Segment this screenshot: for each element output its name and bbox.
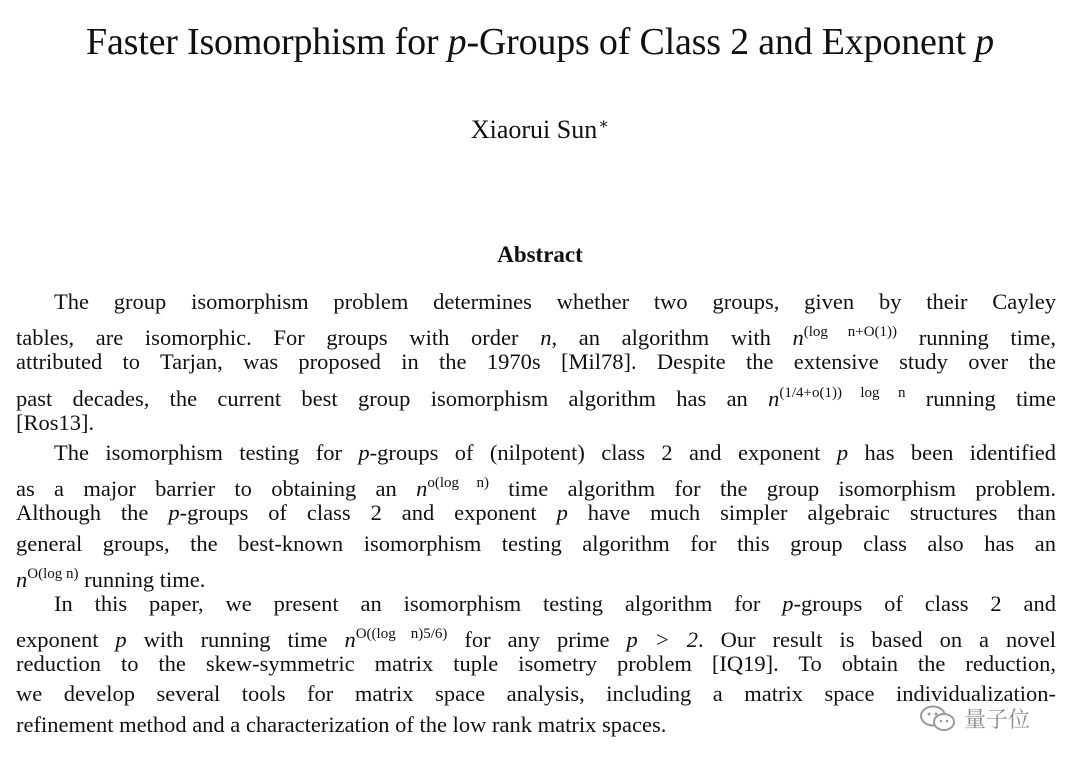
abstract-heading: Abstract bbox=[497, 242, 583, 267]
text: tables, are isomorphic. For groups with order bbox=[16, 325, 541, 351]
math-n: n bbox=[16, 566, 28, 592]
math-n: n bbox=[540, 325, 552, 351]
abstract-line bbox=[16, 529, 1056, 559]
abstract-line bbox=[16, 287, 1056, 317]
title-math-p: p bbox=[975, 21, 994, 63]
math-p: p bbox=[782, 590, 794, 616]
wechat-icon bbox=[918, 703, 958, 733]
abstract-line bbox=[16, 468, 1056, 502]
text: attributed to Tarjan, was proposed in the 1970s [Mil78]. Despite the extensive study over the bbox=[16, 349, 1056, 375]
math-exponent: o(log n) bbox=[427, 475, 489, 492]
math-n: n bbox=[416, 476, 428, 502]
text: exponent bbox=[16, 627, 116, 653]
text: past decades, the current best group isomorphism algorithm has an bbox=[16, 385, 769, 411]
abstract-line bbox=[16, 438, 1056, 468]
text: have much simpler algebraic structures than bbox=[567, 500, 1056, 526]
author-name: Xiaorui Sun bbox=[470, 115, 598, 144]
text: The isomorphism testing for bbox=[54, 439, 359, 465]
text: In this paper, we present an isomorphism testing algorithm for bbox=[54, 590, 783, 616]
text: for any prime bbox=[447, 627, 627, 653]
text: running time bbox=[905, 385, 1057, 411]
math-p: p bbox=[556, 500, 568, 526]
text: Although the bbox=[16, 500, 169, 526]
math-n: n bbox=[768, 385, 780, 411]
abstract-line bbox=[16, 498, 1056, 528]
abstract-line bbox=[16, 378, 1057, 411]
title-text: -Groups of Class 2 and Exponent bbox=[466, 21, 976, 63]
text: as a major barrier to obtaining an bbox=[16, 476, 417, 502]
text: time algorithm for the group isomorphism problem. bbox=[488, 476, 1056, 502]
text: . Our result is based on a novel bbox=[698, 627, 1056, 653]
title-math-p: p bbox=[447, 21, 467, 63]
math-n: n bbox=[792, 325, 804, 351]
author-footnote-mark: ∗ bbox=[598, 116, 610, 133]
math-exponent: O((log n)5/6) bbox=[355, 626, 448, 643]
watermark bbox=[918, 700, 1030, 736]
text: The group isomorphism problem determines whether two groups, given by their Cayley bbox=[54, 289, 1056, 314]
math-p: p bbox=[836, 439, 849, 465]
math-inequality: p > 2 bbox=[626, 627, 699, 653]
author-line bbox=[0, 108, 1080, 147]
text: running time, bbox=[897, 325, 1056, 351]
text: has been identified bbox=[848, 439, 1056, 465]
text: -groups of (nilpotent) class 2 and exponent bbox=[369, 439, 837, 465]
abstract-line bbox=[16, 317, 1056, 351]
abstract-line bbox=[16, 619, 1056, 653]
abstract-line bbox=[16, 679, 1056, 709]
text: reduction to the skew-symmetric matrix tuple isometry problem [IQ19]. To obtain the reduction, bbox=[16, 651, 1056, 677]
text: [Ros13]. bbox=[16, 409, 95, 435]
abstract-line bbox=[16, 408, 1056, 438]
title-text: Faster Isomorphism for bbox=[86, 21, 448, 63]
text: refinement method and a characterization of the low rank matrix spaces. bbox=[16, 711, 667, 737]
abstract-line bbox=[16, 710, 1056, 740]
text: with running time bbox=[126, 627, 345, 653]
paper-title bbox=[0, 18, 1080, 66]
math-p: p bbox=[358, 439, 370, 465]
math-p: p bbox=[115, 627, 127, 653]
text: general groups, the best-known isomorphism testing algorithm for this group class also has an bbox=[16, 530, 1056, 556]
text: running time. bbox=[78, 566, 206, 592]
math-exponent: (1/4+o(1)) log n bbox=[779, 384, 906, 401]
math-n: n bbox=[344, 627, 356, 653]
abstract-line bbox=[16, 589, 1056, 619]
math-exponent: (log n+O(1)) bbox=[803, 324, 898, 341]
math-exponent: O(log n) bbox=[27, 565, 79, 582]
text: , an algorithm with bbox=[551, 325, 793, 351]
watermark-text: 量子位 bbox=[964, 707, 1031, 733]
text: -groups of class 2 and exponent bbox=[179, 500, 557, 526]
text: -groups of class 2 and bbox=[793, 590, 1056, 616]
math-p: p bbox=[168, 500, 180, 526]
text: we develop several tools for matrix space analysis, including a matrix space individualization- bbox=[16, 681, 1056, 707]
abstract-line bbox=[16, 347, 1056, 377]
abstract-line bbox=[16, 559, 1056, 592]
abstract-body bbox=[16, 287, 1056, 740]
abstract-line bbox=[16, 649, 1056, 679]
